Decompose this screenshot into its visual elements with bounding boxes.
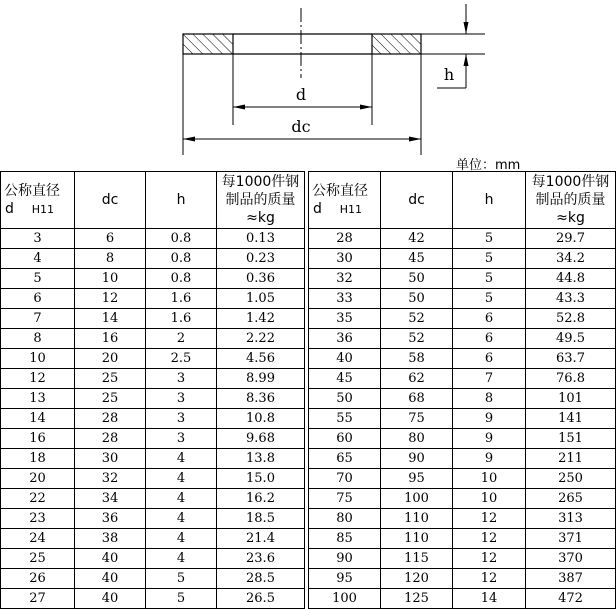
- table-row: [309, 429, 616, 449]
- cell-h: 14: [453, 589, 526, 609]
- cell-dc: 12: [75, 289, 146, 309]
- cell-dc: 58: [381, 349, 453, 369]
- cell-dc: 40: [75, 549, 146, 569]
- cell-h: 12: [453, 569, 526, 589]
- cell-mass: 29.7: [526, 229, 616, 249]
- dimension-h: [437, 4, 469, 88]
- cell-dc: 45: [381, 249, 453, 269]
- table-header-row: [309, 172, 616, 229]
- table-row: [1, 409, 305, 429]
- cell-h: 6: [453, 309, 526, 329]
- cell-nominal-d: 8: [1, 329, 75, 349]
- cell-h: 9: [453, 429, 526, 449]
- cell-nominal-d: 55: [309, 409, 381, 429]
- table-row: [1, 229, 305, 249]
- header-h: h: [453, 172, 526, 229]
- table-row: [309, 249, 616, 269]
- header-tolerance: H11: [339, 202, 362, 216]
- table-row: [1, 389, 305, 409]
- table-row: [1, 469, 305, 489]
- cell-mass: 18.5: [217, 509, 305, 529]
- cell-dc: 42: [381, 229, 453, 249]
- cell-dc: 50: [381, 269, 453, 289]
- cell-nominal-d: 33: [309, 289, 381, 309]
- cell-dc: 16: [75, 329, 146, 349]
- table-row: [309, 369, 616, 389]
- cell-mass: 44.8: [526, 269, 616, 289]
- cell-nominal-d: 70: [309, 469, 381, 489]
- cell-h: 4: [146, 509, 217, 529]
- table-row: [309, 309, 616, 329]
- cell-dc: 32: [75, 469, 146, 489]
- table-row: [309, 589, 616, 609]
- table-row: [1, 529, 305, 549]
- cell-h: 10: [453, 469, 526, 489]
- cell-nominal-d: 28: [309, 229, 381, 249]
- cell-h: 5: [453, 249, 526, 269]
- table-row: [1, 489, 305, 509]
- cell-h: 0.8: [146, 269, 217, 289]
- cell-h: 5: [146, 569, 217, 589]
- table-row: [309, 469, 616, 489]
- table-row: [1, 289, 305, 309]
- table-row: [1, 569, 305, 589]
- cell-mass: 21.4: [217, 529, 305, 549]
- table-row: [1, 329, 305, 349]
- table-row: [309, 389, 616, 409]
- cell-nominal-d: 65: [309, 449, 381, 469]
- cell-mass: 370: [526, 549, 616, 569]
- cell-dc: 90: [381, 449, 453, 469]
- cell-h: 9: [453, 449, 526, 469]
- cell-mass: 15.0: [217, 469, 305, 489]
- cell-nominal-d: 18: [1, 449, 75, 469]
- cell-dc: 40: [75, 589, 146, 609]
- header-dc: dc: [75, 172, 146, 229]
- cell-h: 4: [146, 529, 217, 549]
- cell-nominal-d: 27: [1, 589, 75, 609]
- cell-nominal-d: 60: [309, 429, 381, 449]
- cell-dc: 28: [75, 409, 146, 429]
- cell-nominal-d: 26: [1, 569, 75, 589]
- cell-h: 5: [146, 589, 217, 609]
- cell-dc: 62: [381, 369, 453, 389]
- cell-nominal-d: 7: [1, 309, 75, 329]
- cell-mass: 23.6: [217, 549, 305, 569]
- cell-dc: 50: [381, 289, 453, 309]
- table-row: [309, 229, 616, 249]
- cell-dc: 52: [381, 329, 453, 349]
- cell-dc: 25: [75, 369, 146, 389]
- cell-mass: 0.13: [217, 229, 305, 249]
- cell-mass: 63.7: [526, 349, 616, 369]
- cell-dc: 100: [381, 489, 453, 509]
- dimension-h-label: h: [443, 65, 455, 84]
- dimension-d: [233, 85, 372, 110]
- cell-h: 4: [146, 449, 217, 469]
- cell-h: 7: [453, 369, 526, 389]
- cell-nominal-d: 10: [1, 349, 75, 369]
- cell-h: 6: [453, 329, 526, 349]
- cell-nominal-d: 6: [1, 289, 75, 309]
- header-d: d: [313, 200, 322, 217]
- table-row: [1, 549, 305, 569]
- cell-mass: 371: [526, 529, 616, 549]
- dimension-dc-label: dc: [291, 117, 311, 136]
- cell-mass: 34.2: [526, 249, 616, 269]
- cell-h: 1.6: [146, 289, 217, 309]
- cell-h: 12: [453, 509, 526, 529]
- cell-dc: 30: [75, 449, 146, 469]
- spec-table-right: [308, 171, 616, 609]
- cell-nominal-d: 95: [309, 569, 381, 589]
- cell-mass: 49.5: [526, 329, 616, 349]
- cell-mass: 2.22: [217, 329, 305, 349]
- table-row: [309, 549, 616, 569]
- table-row: [1, 369, 305, 389]
- unit-label: 单位：mm: [456, 158, 521, 173]
- cell-nominal-d: 30: [309, 249, 381, 269]
- cell-h: 3: [146, 369, 217, 389]
- cell-dc: 110: [381, 529, 453, 549]
- cell-mass: 8.99: [217, 369, 305, 389]
- table-row: [1, 509, 305, 529]
- cell-h: 3: [146, 429, 217, 449]
- cell-mass: 43.3: [526, 289, 616, 309]
- cell-nominal-d: 20: [1, 469, 75, 489]
- cell-h: 1.6: [146, 309, 217, 329]
- cell-dc: 125: [381, 589, 453, 609]
- cell-nominal-d: 24: [1, 529, 75, 549]
- table-row: [309, 329, 616, 349]
- cell-nominal-d: 13: [1, 389, 75, 409]
- header-nominal-diameter: 公称直径 d H11: [309, 172, 381, 229]
- cell-dc: 10: [75, 269, 146, 289]
- cell-mass: 0.23: [217, 249, 305, 269]
- cell-mass: 1.05: [217, 289, 305, 309]
- table-row: [1, 349, 305, 369]
- header-nominal-diameter: 公称直径 d H11: [1, 172, 75, 229]
- cell-mass: 0.36: [217, 269, 305, 289]
- cell-h: 0.8: [146, 229, 217, 249]
- cell-h: 5: [453, 289, 526, 309]
- cell-h: 12: [453, 549, 526, 569]
- cell-h: 4: [146, 549, 217, 569]
- cell-mass: 9.68: [217, 429, 305, 449]
- cell-dc: 68: [381, 389, 453, 409]
- cell-mass: 8.36: [217, 389, 305, 409]
- cell-dc: 40: [75, 569, 146, 589]
- dimension-d-label: d: [295, 85, 307, 104]
- cell-h: 2: [146, 329, 217, 349]
- cell-dc: 14: [75, 309, 146, 329]
- table-row: [1, 429, 305, 449]
- cell-h: 4: [146, 489, 217, 509]
- table-row: [309, 529, 616, 549]
- cell-mass: 211: [526, 449, 616, 469]
- cell-nominal-d: 85: [309, 529, 381, 549]
- cell-nominal-d: 50: [309, 389, 381, 409]
- header-mass: 每1000件钢 制品的质量 ≈kg: [526, 172, 616, 229]
- cell-nominal-d: 22: [1, 489, 75, 509]
- cell-mass: 26.5: [217, 589, 305, 609]
- cell-dc: 75: [381, 409, 453, 429]
- table-row: [309, 569, 616, 589]
- cell-nominal-d: 36: [309, 329, 381, 349]
- header-dc: dc: [381, 172, 453, 229]
- cell-mass: 76.8: [526, 369, 616, 389]
- cell-dc: 28: [75, 429, 146, 449]
- cell-mass: 10.8: [217, 409, 305, 429]
- cell-nominal-d: 40: [309, 349, 381, 369]
- table-row: [309, 269, 616, 289]
- cell-mass: 151: [526, 429, 616, 449]
- cell-nominal-d: 100: [309, 589, 381, 609]
- table-row: [309, 489, 616, 509]
- cell-mass: 387: [526, 569, 616, 589]
- spec-table-left: [0, 171, 305, 609]
- header-tolerance: H11: [31, 202, 54, 216]
- table-row: [309, 349, 616, 369]
- cell-nominal-d: 12: [1, 369, 75, 389]
- cell-mass: 472: [526, 589, 616, 609]
- cell-mass: 250: [526, 469, 616, 489]
- table-row: [309, 509, 616, 529]
- washer-section: [183, 34, 421, 54]
- cell-dc: 6: [75, 229, 146, 249]
- table-row: [1, 589, 305, 609]
- cell-mass: 1.42: [217, 309, 305, 329]
- cell-h: 5: [453, 269, 526, 289]
- cell-dc: 80: [381, 429, 453, 449]
- cell-mass: 28.5: [217, 569, 305, 589]
- cell-h: 0.8: [146, 249, 217, 269]
- cell-mass: 52.8: [526, 309, 616, 329]
- cell-mass: 13.8: [217, 449, 305, 469]
- cell-h: 5: [453, 229, 526, 249]
- cell-nominal-d: 75: [309, 489, 381, 509]
- cell-nominal-d: 5: [1, 269, 75, 289]
- cell-nominal-d: 32: [309, 269, 381, 289]
- cell-h: 12: [453, 529, 526, 549]
- cell-nominal-d: 16: [1, 429, 75, 449]
- table-row: [309, 449, 616, 469]
- table-row: [1, 249, 305, 269]
- cell-dc: 115: [381, 549, 453, 569]
- cell-h: 10: [453, 489, 526, 509]
- cell-dc: 25: [75, 389, 146, 409]
- dimension-dc: [183, 117, 421, 142]
- cell-dc: 120: [381, 569, 453, 589]
- cell-dc: 20: [75, 349, 146, 369]
- cell-mass: 313: [526, 509, 616, 529]
- cell-nominal-d: 23: [1, 509, 75, 529]
- cell-nominal-d: 25: [1, 549, 75, 569]
- cell-nominal-d: 3: [1, 229, 75, 249]
- cell-mass: 4.56: [217, 349, 305, 369]
- table-row: [1, 449, 305, 469]
- cell-dc: 8: [75, 249, 146, 269]
- cell-dc: 38: [75, 529, 146, 549]
- cell-dc: 110: [381, 509, 453, 529]
- table-header-row: [1, 172, 305, 229]
- cell-nominal-d: 90: [309, 549, 381, 569]
- cell-nominal-d: 35: [309, 309, 381, 329]
- cell-h: 2.5: [146, 349, 217, 369]
- cell-mass: 101: [526, 389, 616, 409]
- table-row: [309, 289, 616, 309]
- cell-mass: 265: [526, 489, 616, 509]
- cell-dc: 34: [75, 489, 146, 509]
- cell-mass: 16.2: [217, 489, 305, 509]
- cell-nominal-d: 45: [309, 369, 381, 389]
- cell-h: 3: [146, 409, 217, 429]
- table-row: [1, 269, 305, 289]
- cell-nominal-d: 80: [309, 509, 381, 529]
- washer-drawing: [0, 0, 616, 160]
- cell-h: 8: [453, 389, 526, 409]
- cell-dc: 52: [381, 309, 453, 329]
- header-d: d: [5, 200, 14, 217]
- header-mass: 每1000件钢 制品的质量 ≈kg: [217, 172, 305, 229]
- table-row: [1, 309, 305, 329]
- cell-mass: 141: [526, 409, 616, 429]
- cell-nominal-d: 4: [1, 249, 75, 269]
- table-row: [309, 409, 616, 429]
- cell-nominal-d: 14: [1, 409, 75, 429]
- cell-h: 4: [146, 469, 217, 489]
- cell-h: 9: [453, 409, 526, 429]
- cell-dc: 95: [381, 469, 453, 489]
- header-h: h: [146, 172, 217, 229]
- cell-dc: 36: [75, 509, 146, 529]
- cell-h: 3: [146, 389, 217, 409]
- cell-h: 6: [453, 349, 526, 369]
